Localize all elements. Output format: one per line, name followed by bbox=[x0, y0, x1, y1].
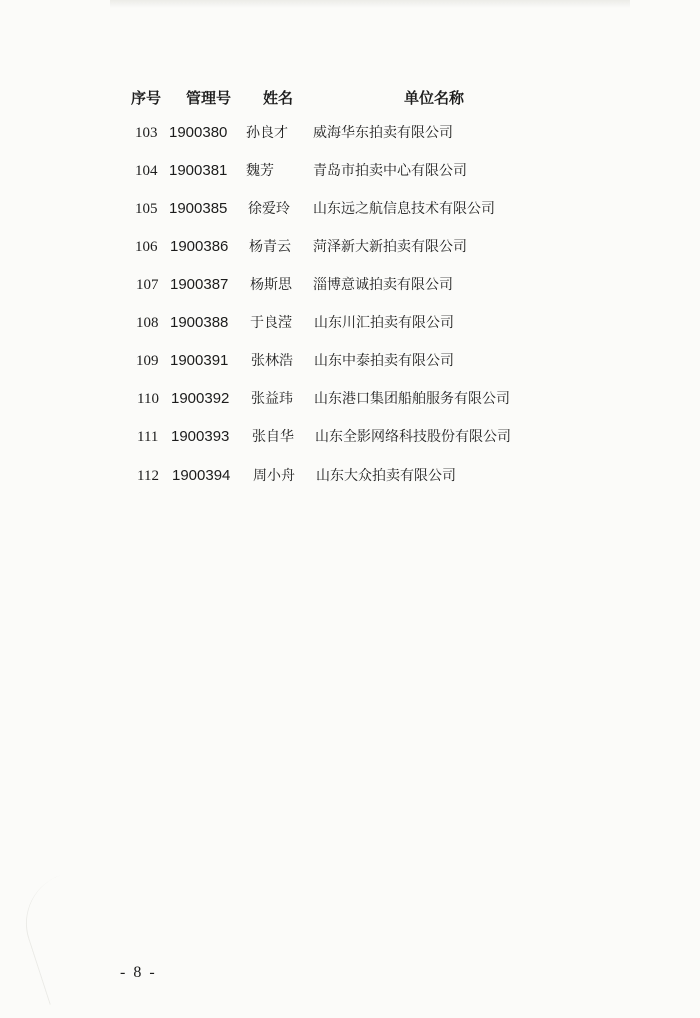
header-unit: 单位名称 bbox=[404, 89, 465, 107]
cell-mgmt: 1900392 bbox=[171, 390, 230, 407]
cell-mgmt: 1900387 bbox=[170, 276, 229, 293]
cell-name: 张益玮 bbox=[251, 391, 293, 407]
table-row bbox=[0, 349, 700, 373]
cell-name: 张自华 bbox=[252, 429, 294, 445]
table-row bbox=[0, 235, 700, 259]
table-row bbox=[0, 159, 700, 183]
cell-seq: 112 bbox=[137, 468, 159, 484]
table-row bbox=[0, 464, 700, 488]
cell-mgmt: 1900391 bbox=[170, 352, 229, 369]
table-header bbox=[0, 86, 700, 110]
cell-seq: 104 bbox=[135, 163, 158, 179]
header-name: 姓名 bbox=[263, 89, 294, 107]
cell-unit: 山东远之航信息技术有限公司 bbox=[313, 201, 495, 217]
cell-name: 周小舟 bbox=[253, 468, 295, 484]
cell-unit: 山东大众拍卖有限公司 bbox=[316, 468, 456, 484]
cell-unit: 山东川汇拍卖有限公司 bbox=[314, 315, 454, 331]
cell-mgmt: 1900380 bbox=[169, 124, 228, 141]
scan-fold-line bbox=[13, 875, 99, 1005]
cell-mgmt: 1900381 bbox=[169, 162, 228, 179]
page-number: - 8 - bbox=[120, 964, 157, 981]
cell-unit: 山东港口集团船舶服务有限公司 bbox=[314, 391, 510, 407]
cell-seq: 106 bbox=[135, 239, 158, 255]
cell-unit: 山东中泰拍卖有限公司 bbox=[314, 353, 454, 369]
cell-name: 徐爱玲 bbox=[248, 201, 290, 217]
cell-mgmt: 1900388 bbox=[170, 314, 229, 331]
cell-unit: 菏泽新大新拍卖有限公司 bbox=[313, 239, 467, 255]
cell-seq: 105 bbox=[135, 201, 158, 217]
cell-mgmt: 1900393 bbox=[171, 428, 230, 445]
table-row bbox=[0, 197, 700, 221]
cell-name: 杨青云 bbox=[249, 239, 291, 255]
cell-name: 孙良才 bbox=[246, 125, 288, 141]
cell-mgmt: 1900385 bbox=[169, 200, 228, 217]
cell-unit: 威海华东拍卖有限公司 bbox=[313, 125, 453, 141]
scan-edge-shadow bbox=[110, 0, 630, 8]
header-mgmt: 管理号 bbox=[186, 89, 232, 107]
cell-mgmt: 1900394 bbox=[172, 467, 231, 484]
cell-seq: 110 bbox=[137, 391, 159, 407]
cell-mgmt: 1900386 bbox=[170, 238, 229, 255]
cell-unit: 青岛市拍卖中心有限公司 bbox=[313, 163, 467, 179]
cell-name: 张林浩 bbox=[251, 353, 293, 369]
table-row bbox=[0, 273, 700, 297]
cell-seq: 109 bbox=[136, 353, 159, 369]
cell-name: 魏芳 bbox=[246, 163, 274, 179]
header-seq: 序号 bbox=[131, 89, 162, 107]
cell-unit: 淄博意诚拍卖有限公司 bbox=[313, 277, 453, 293]
cell-seq: 107 bbox=[136, 277, 159, 293]
cell-name: 杨斯思 bbox=[250, 277, 292, 293]
table-row bbox=[0, 311, 700, 335]
table-row bbox=[0, 121, 700, 145]
cell-name: 于良滢 bbox=[250, 315, 292, 331]
cell-seq: 108 bbox=[136, 315, 159, 331]
table-row bbox=[0, 387, 700, 411]
cell-seq: 111 bbox=[137, 429, 159, 445]
cell-unit: 山东全影网络科技股份有限公司 bbox=[315, 429, 511, 445]
table-row bbox=[0, 425, 700, 449]
cell-seq: 103 bbox=[135, 125, 158, 141]
